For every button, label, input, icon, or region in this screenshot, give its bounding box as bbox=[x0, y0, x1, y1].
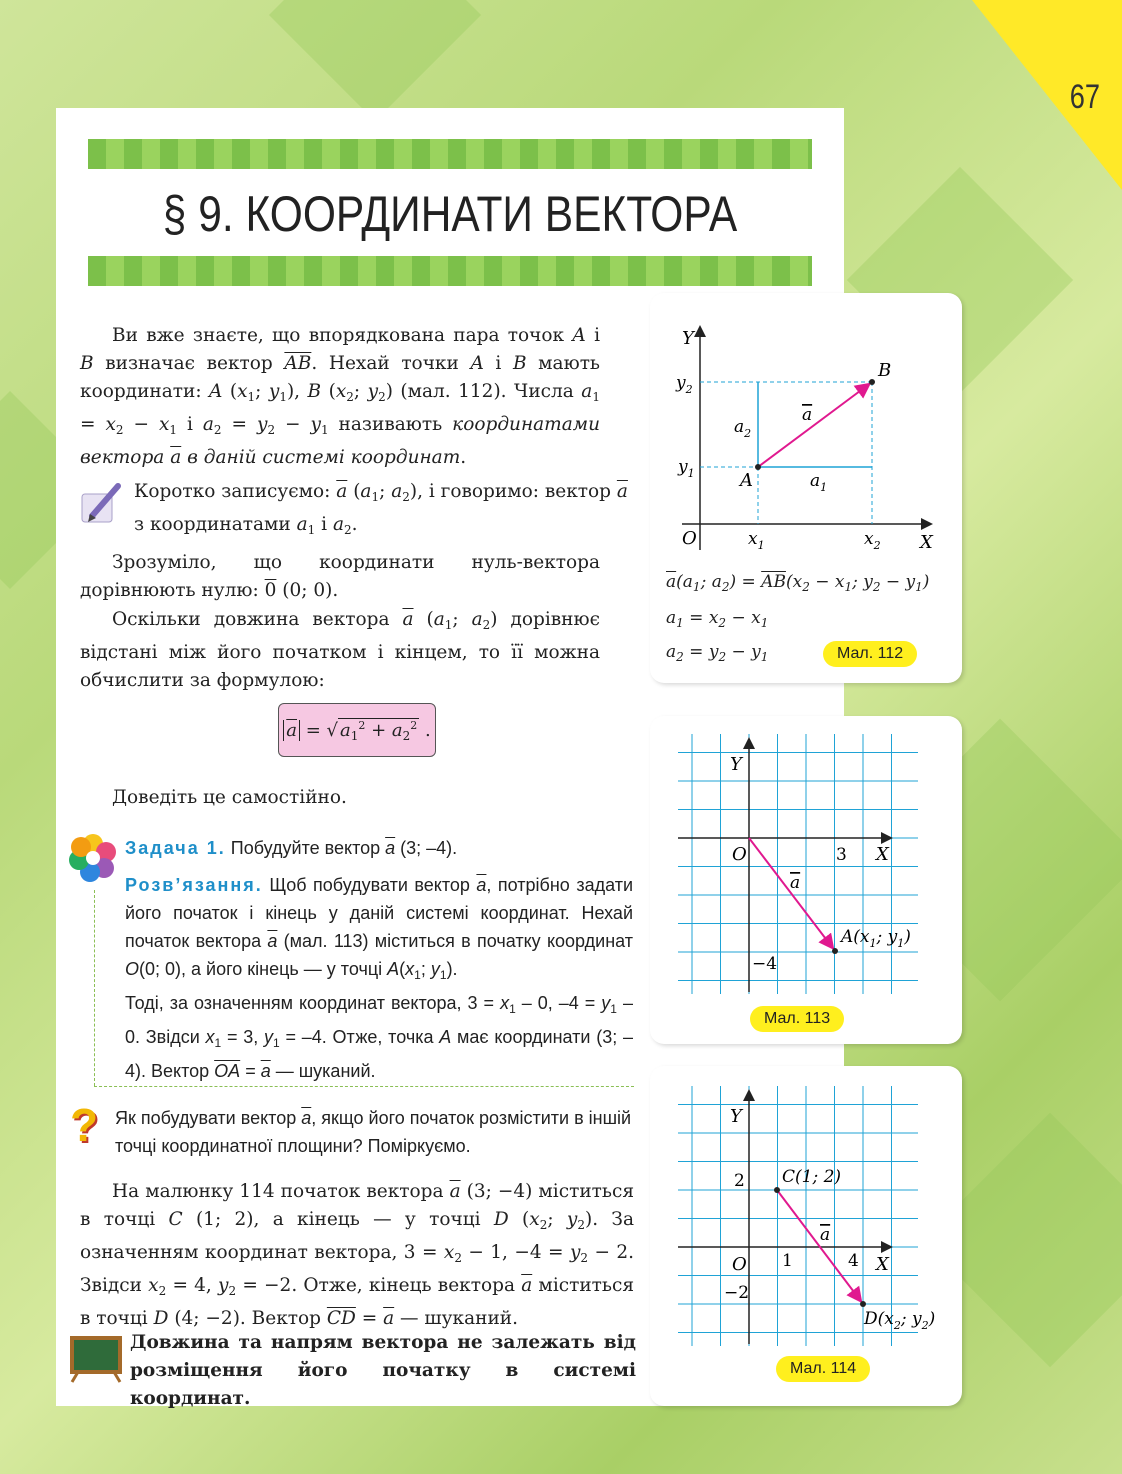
fig113-y-axis-label: Y bbox=[730, 754, 742, 775]
fig112-y-axis-label: Y bbox=[682, 328, 694, 349]
figure-112 bbox=[662, 320, 952, 560]
paragraph-prove: Доведіть це самостійно. bbox=[112, 787, 347, 808]
paragraph-example: На малюнку 114 початок вектора $\overline{a}$ (3; −4) міститься в точці C (1; 2), а кінець — у точці D ($x_2$; $y_2$). За означенням координат вектора, $3 = x_2 - 1$, $-4 = y_2 - 2$. Звідси $x_2 = 4$, $y_2 = -2$. Отже, кінець вектора $\overline{a}$ міститься в точці D (4; −2). Вектор $\overline{CD} = \overline{a}$ — шуканий. bbox=[80, 1181, 635, 1329]
question: Як побудувати вектор $\overline{a}$, якщо його початок розмістити в іншій точці координатної площини? Поміркуємо. bbox=[115, 1108, 632, 1156]
task-label: Задача 1. bbox=[125, 838, 226, 858]
fig112-A-label: A bbox=[740, 470, 753, 491]
solution: Розв’язання. Щоб побудувати вектор $\overline{a}$, потрібно задати його початок і кінець у даній системі координат. Нехай початок вектора $\overline{a}$ (мал. 113) міститься в початку координат O(0; 0), а його кінець — у точці $A(x_1$; $y_1$). Тоді, за означенням координат вектора, $3 = x_1 - 0$, $-4 = y_1 - 0$. Звідси $x_1 = 3$, $y_1 = -4$. Отже, точка A має координати (3; –4). Вектор $\overline{OA} = \overline{a}$ — шуканий. bbox=[125, 875, 633, 1081]
conclusion: Довжина та напрям вектора не залежать від розміщення його початку в системі координат. bbox=[130, 1332, 636, 1409]
fig113-x-axis-label: X bbox=[876, 844, 889, 865]
question-mark-icon: ? bbox=[70, 1099, 99, 1151]
solution-divider-horizontal bbox=[94, 1086, 634, 1087]
fig114-x-axis-label: X bbox=[876, 1254, 889, 1275]
fig112-x2-label: $x_2$ bbox=[864, 529, 881, 552]
pencil-note-icon bbox=[78, 480, 126, 528]
paragraph-intro: Ви вже знаєте, що впорядкована пара точок A і B визначає вектор $\overline{AB}$. Нехай точки A і B мають координати: A ($x_1$; $y_1$), B ($x_2$; $y_2$) (мал. 112). Числа $a_1 = x_2 - x_1$ і $a_2 = y_2 - y_1$ називають координатами вектора $\overline{a}$ в даній системі координат. bbox=[80, 325, 601, 468]
figure-114 bbox=[678, 1086, 938, 1350]
fig112-y1-label: $y_1$ bbox=[678, 457, 695, 480]
title-band-bottom bbox=[88, 256, 812, 286]
fig113-origin-label: O bbox=[732, 844, 747, 865]
figure-113 bbox=[678, 734, 928, 998]
fig114-caption: Мал. 114 bbox=[776, 1356, 870, 1382]
fig112-formula-2: $a_1 = x_2 - x_1$ bbox=[666, 608, 769, 630]
fig114-vector-label: a bbox=[820, 1225, 831, 1245]
page-number: 67 bbox=[1069, 78, 1101, 116]
fig112-x-axis-label: X bbox=[920, 532, 933, 553]
blackboard-icon bbox=[68, 1334, 124, 1384]
fig113-minus-four-label: −4 bbox=[752, 954, 778, 974]
fig114-four-label: 4 bbox=[848, 1251, 859, 1271]
fig112-y2-label: $y_2$ bbox=[676, 373, 693, 396]
fig114-origin-label: O bbox=[732, 1254, 747, 1275]
fig112-B-label: B bbox=[878, 360, 892, 381]
paragraph-length: Оскільки довжина вектора $\overline{a}$ ($a_1$; $a_2$) дорівнює відстані між його початком і кінцем, то її можна обчислити за формулою: bbox=[80, 609, 600, 691]
title-band-top bbox=[88, 139, 812, 169]
fig112-formula-3: $a_2 = y_2 - y_1$ bbox=[666, 642, 769, 664]
fig112-caption: Мал. 112 bbox=[823, 641, 917, 667]
fig113-point-A-label: $A(x_1$; $y_1$) bbox=[841, 927, 911, 950]
fig112-a1-label: $a_1$ bbox=[810, 471, 828, 494]
fig113-caption: Мал. 113 bbox=[750, 1006, 844, 1032]
solution-divider-vertical bbox=[94, 890, 95, 1086]
fig114-one-label: 1 bbox=[782, 1251, 793, 1271]
fig113-vector-label: a bbox=[790, 873, 801, 893]
task-1: Задача 1. Побудуйте вектор $\overline{a}$ (3; –4). bbox=[125, 838, 458, 858]
fig112-x1-label: $x_1$ bbox=[748, 529, 765, 552]
length-formula: $\overline{a}$ = √ $a_1^2 + a_2^2$ . bbox=[278, 703, 436, 757]
paragraph-short-notation: Коротко записуємо: $\overline{a}$ ($a_1$; $a_2$), і говоримо: вектор $\overline{a}$ з координатами $a_1$ і $a_2$. bbox=[134, 481, 628, 537]
fig112-a2-label: $a_2$ bbox=[734, 417, 752, 440]
solution-label: Розв’язання. bbox=[125, 875, 263, 895]
fig113-three-label: 3 bbox=[836, 845, 847, 865]
fig114-point-D-label: $D(x_2$; $y_2$) bbox=[864, 1309, 936, 1332]
paragraph-null-vector: Зрозуміло, що координати нуль-вектора дорівнюють нулю: 0 (0; 0). bbox=[80, 552, 600, 601]
fig112-vector-label: a bbox=[802, 405, 813, 425]
fig112-formula-1: $\overline{a}(a_1$; $a_2) = \overline{AB}(x_2 - x_1$; $y_2 - y_1$) bbox=[666, 572, 930, 594]
fig114-minus-two-label: −2 bbox=[724, 1283, 750, 1303]
fig114-point-C-label: C(1; 2) bbox=[782, 1167, 842, 1187]
fig114-y-axis-label: Y bbox=[730, 1106, 742, 1127]
page-title: § 9. КООРДИНАТИ ВЕКТОРА bbox=[162, 186, 738, 242]
fig112-origin-label: O bbox=[682, 528, 697, 549]
flower-task-icon bbox=[68, 832, 118, 882]
fig114-two-label: 2 bbox=[734, 1171, 745, 1191]
